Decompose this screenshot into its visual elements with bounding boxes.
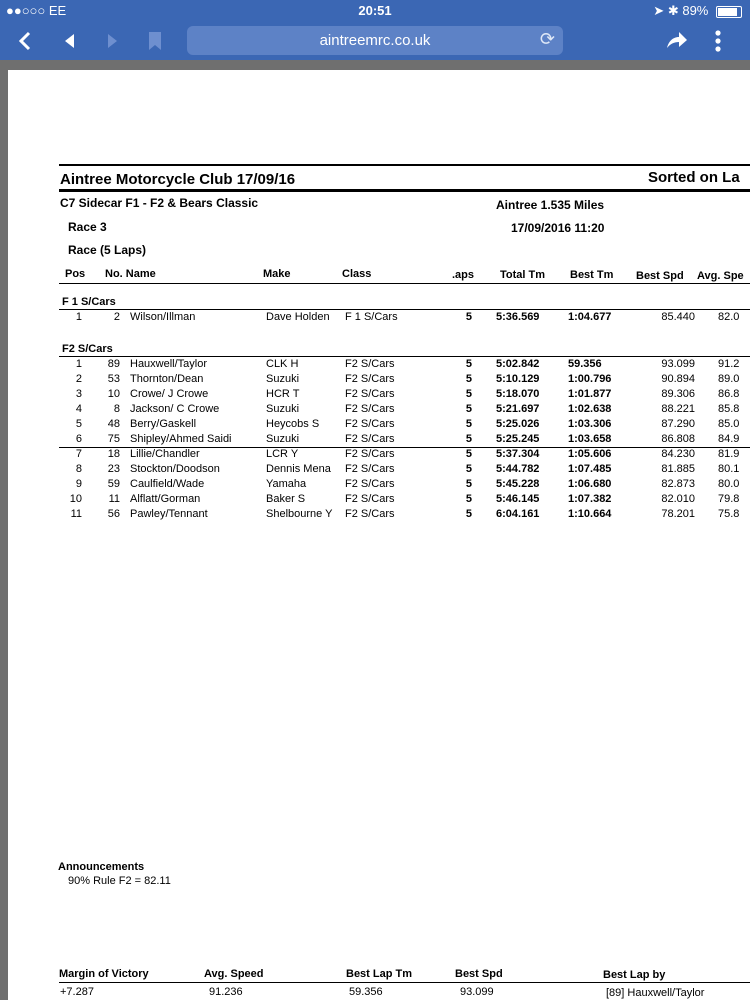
previous-page-icon[interactable] xyxy=(55,26,85,56)
announcements-title: Announcements xyxy=(58,861,145,873)
cell-total: 5:36.569 xyxy=(496,311,540,323)
next-page-icon[interactable] xyxy=(97,26,127,56)
cell-make: LCR Y xyxy=(266,448,299,460)
cell-avg-spd: 80.1 xyxy=(718,463,740,475)
cell-best-spd: 87.290 xyxy=(661,418,695,430)
summary-avg-value: 91.236 xyxy=(209,986,243,998)
cell-best-spd: 93.099 xyxy=(661,358,695,370)
cell-best-tm: 1:03.658 xyxy=(568,433,612,445)
menu-icon[interactable] xyxy=(703,26,733,56)
cell-pos: 8 xyxy=(75,463,82,475)
cell-best-spd: 84.230 xyxy=(661,448,695,460)
cell-best-tm: 1:10.664 xyxy=(568,508,612,520)
group-rule xyxy=(59,356,750,357)
cell-avg-spd: 80.0 xyxy=(718,478,740,490)
cell-pos: 10 xyxy=(69,493,82,505)
cell-name: Thornton/Dean xyxy=(130,373,204,385)
back-icon[interactable] xyxy=(10,26,40,56)
cell-name: Lillie/Chandler xyxy=(130,448,200,460)
cell-avg-spd: 79.8 xyxy=(718,493,740,505)
summary-avg-label: Avg. Speed xyxy=(204,968,264,980)
share-icon[interactable] xyxy=(661,26,691,56)
bluetooth-icon: ✱ xyxy=(667,3,679,18)
cell-no: 23 xyxy=(107,463,120,475)
circuit: Aintree 1.535 Miles xyxy=(496,198,605,212)
cell-no: 53 xyxy=(107,373,120,385)
race-datetime: 17/09/2016 11:20 xyxy=(511,221,605,235)
col-no-name: No. Name xyxy=(105,268,156,280)
url-text[interactable]: aintreemrc.co.uk xyxy=(319,32,431,49)
cell-best-tm: 1:02.638 xyxy=(568,403,612,415)
cell-class: F2 S/Cars xyxy=(345,463,395,475)
race-laps: Race (5 Laps) xyxy=(68,243,147,257)
col-avg-spd: Avg. Spe xyxy=(697,270,744,282)
battery-icon xyxy=(716,6,742,18)
cell-name: Caulfield/Wade xyxy=(130,478,205,490)
title-rule xyxy=(59,189,750,192)
cell-best-tm: 1:07.382 xyxy=(568,493,612,505)
group-rule xyxy=(59,309,750,310)
cell-class: F2 S/Cars xyxy=(345,418,395,430)
cell-name: Crowe/ J Crowe xyxy=(130,388,209,400)
cell-best-tm: 59.356 xyxy=(568,358,602,370)
results-sheet xyxy=(8,70,750,1000)
cell-best-tm: 1:01.877 xyxy=(568,388,612,400)
cell-avg-spd: 89.0 xyxy=(718,373,740,385)
summary-best-spd-value: 93.099 xyxy=(460,986,494,998)
cell-make: Yamaha xyxy=(266,478,307,490)
cell-class: F2 S/Cars xyxy=(345,478,395,490)
col-total: Total Tm xyxy=(500,269,546,281)
cell-no: 10 xyxy=(107,388,120,400)
cell-best-spd: 82.873 xyxy=(661,478,695,490)
cell-total: 5:45.228 xyxy=(496,478,540,490)
announcements-text: 90% Rule F2 = 82.11 xyxy=(68,875,171,887)
cell-best-spd: 85.440 xyxy=(661,311,695,323)
group-heading: F2 S/Cars xyxy=(62,343,113,355)
cell-laps: 5 xyxy=(465,311,472,323)
cell-no: 56 xyxy=(107,508,120,520)
reload-icon[interactable]: ⟳ xyxy=(539,29,555,49)
cell-pos: 7 xyxy=(75,448,82,460)
cell-no: 48 xyxy=(107,418,120,430)
cell-no: 59 xyxy=(107,478,120,490)
cell-make: Dennis Mena xyxy=(266,463,331,475)
cell-total: 5:46.145 xyxy=(496,493,540,505)
cell-make: Baker S xyxy=(266,493,306,505)
cell-make: HCR T xyxy=(266,388,300,400)
cell-avg-spd: 85.8 xyxy=(718,403,740,415)
status-right xyxy=(653,3,742,19)
cell-no: 89 xyxy=(107,358,120,370)
col-best-tm: Best Tm xyxy=(570,269,614,281)
clock: 20:51 xyxy=(358,3,392,18)
cell-laps: 5 xyxy=(465,463,472,475)
top-rule xyxy=(59,164,750,166)
battery-percent: 89% xyxy=(682,3,709,18)
col-laps: .aps xyxy=(452,269,475,281)
cell-total: 5:21.697 xyxy=(496,403,540,415)
cell-total: 5:02.842 xyxy=(496,358,540,370)
cell-best-tm: 1:04.677 xyxy=(568,311,612,323)
cell-name: Alflatt/Gorman xyxy=(130,493,201,505)
cell-no: 75 xyxy=(107,433,120,445)
cell-avg-spd: 84.9 xyxy=(718,433,740,445)
cell-no: 2 xyxy=(113,311,120,323)
cell-avg-spd: 86.8 xyxy=(718,388,740,400)
cell-avg-spd: 91.2 xyxy=(718,358,740,370)
cell-avg-spd: 75.8 xyxy=(718,508,740,520)
cell-pos: 1 xyxy=(75,311,82,323)
cell-make: Heycobs S xyxy=(266,418,320,430)
cell-laps: 5 xyxy=(465,433,472,445)
summary-margin-label: Margin of Victory xyxy=(59,968,149,980)
cell-laps: 5 xyxy=(465,493,472,505)
cell-laps: 5 xyxy=(465,388,472,400)
group-heading: F 1 S/Cars xyxy=(62,296,116,308)
cell-name: Wilson/Illman xyxy=(130,311,196,323)
cell-class: F2 S/Cars xyxy=(345,403,395,415)
header-rule xyxy=(59,283,750,284)
cell-total: 5:44.782 xyxy=(496,463,540,475)
cell-total: 5:37.304 xyxy=(496,448,540,460)
cell-avg-spd: 81.9 xyxy=(718,448,740,460)
cell-pos: 2 xyxy=(75,373,82,385)
summary-best-lap-by-value: [89] Hauxwell/Taylor xyxy=(606,987,705,999)
summary-margin-value: +7.287 xyxy=(60,986,94,998)
cell-best-spd: 86.808 xyxy=(661,433,695,445)
summary-best-lap-tm-value: 59.356 xyxy=(349,986,383,998)
cell-make: Dave Holden xyxy=(266,311,330,323)
cell-laps: 5 xyxy=(465,508,472,520)
address-bar[interactable] xyxy=(187,26,563,55)
cell-laps: 5 xyxy=(465,448,472,460)
cell-best-tm: 1:00.796 xyxy=(568,373,612,385)
cell-class: F2 S/Cars xyxy=(345,448,395,460)
cell-best-spd: 90.894 xyxy=(661,373,695,385)
cell-no: 11 xyxy=(108,493,120,505)
cell-total: 5:25.026 xyxy=(496,418,540,430)
cell-class: F2 S/Cars xyxy=(345,493,395,505)
race-number: Race 3 xyxy=(68,220,107,234)
location-icon: ➤ xyxy=(653,3,665,18)
sorted-label: Sorted on La xyxy=(648,169,740,186)
cell-best-spd: 82.010 xyxy=(661,493,695,505)
report-title: Aintree Motorcycle Club 17/09/16 xyxy=(60,171,296,188)
pdf-page xyxy=(8,70,750,1000)
cell-total: 6:04.161 xyxy=(496,508,540,520)
cell-best-spd: 78.201 xyxy=(661,508,695,520)
col-class: Class xyxy=(342,268,372,280)
cell-name: Stockton/Doodson xyxy=(130,463,220,475)
carrier-signal: ●●○○○ EE xyxy=(6,3,67,18)
cell-best-spd: 89.306 xyxy=(661,388,695,400)
cell-class: F 1 S/Cars xyxy=(345,311,398,323)
cell-total: 5:25.245 xyxy=(496,433,540,445)
cell-best-tm: 1:06.680 xyxy=(568,478,612,490)
cell-best-spd: 81.885 xyxy=(661,463,695,475)
cell-pos: 6 xyxy=(75,433,82,445)
status-bar xyxy=(0,0,750,22)
event-name: C7 Sidecar F1 - F2 & Bears Classic xyxy=(60,196,259,210)
cell-best-tm: 1:07.485 xyxy=(568,463,612,475)
bookmark-icon[interactable] xyxy=(140,26,170,56)
cell-name: Pawley/Tennant xyxy=(130,508,208,520)
cell-pos: 4 xyxy=(75,403,82,415)
cell-name: Hauxwell/Taylor xyxy=(130,358,208,370)
cell-laps: 5 xyxy=(465,358,472,370)
cell-laps: 5 xyxy=(465,478,472,490)
cell-best-tm: 1:03.306 xyxy=(568,418,612,430)
cell-make: CLK H xyxy=(266,358,299,370)
cell-name: Jackson/ C Crowe xyxy=(130,403,220,415)
cell-class: F2 S/Cars xyxy=(345,358,395,370)
cell-avg-spd: 85.0 xyxy=(718,418,740,430)
cell-total: 5:10.129 xyxy=(496,373,540,385)
cell-make: Suzuki xyxy=(266,433,300,445)
cell-laps: 5 xyxy=(465,418,472,430)
cell-class: F2 S/Cars xyxy=(345,433,395,445)
cell-make: Suzuki xyxy=(266,403,300,415)
cell-name: Berry/Gaskell xyxy=(130,418,197,430)
cell-laps: 5 xyxy=(465,403,472,415)
cell-pos: 9 xyxy=(75,478,82,490)
cell-class: F2 S/Cars xyxy=(345,508,395,520)
cell-make: Suzuki xyxy=(266,373,300,385)
cell-pos: 3 xyxy=(75,388,82,400)
col-pos: Pos xyxy=(65,268,86,280)
summary-rule xyxy=(59,982,750,983)
col-best-spd: Best Spd xyxy=(636,270,684,282)
cell-best-tm: 1:05.606 xyxy=(568,448,612,460)
summary-best-lap-tm-label: Best Lap Tm xyxy=(346,968,413,980)
cell-name: Shipley/Ahmed Saidi xyxy=(130,433,232,445)
cell-laps: 5 xyxy=(465,373,472,385)
cell-pos: 5 xyxy=(75,418,82,430)
cell-pos: 1 xyxy=(75,358,82,370)
cell-best-spd: 88.221 xyxy=(661,403,695,415)
cell-pos: 11 xyxy=(70,508,82,520)
summary-best-lap-by-label: Best Lap by xyxy=(603,969,666,981)
cell-class: F2 S/Cars xyxy=(345,388,395,400)
cell-total: 5:18.070 xyxy=(496,388,540,400)
summary-best-spd-label: Best Spd xyxy=(455,968,503,980)
cell-make: Shelbourne Y xyxy=(266,508,333,520)
row-separator xyxy=(59,447,750,448)
cell-class: F2 S/Cars xyxy=(345,373,395,385)
cell-no: 8 xyxy=(113,403,120,415)
cell-no: 18 xyxy=(107,448,120,460)
cell-avg-spd: 82.0 xyxy=(718,311,740,323)
col-make: Make xyxy=(263,268,291,280)
